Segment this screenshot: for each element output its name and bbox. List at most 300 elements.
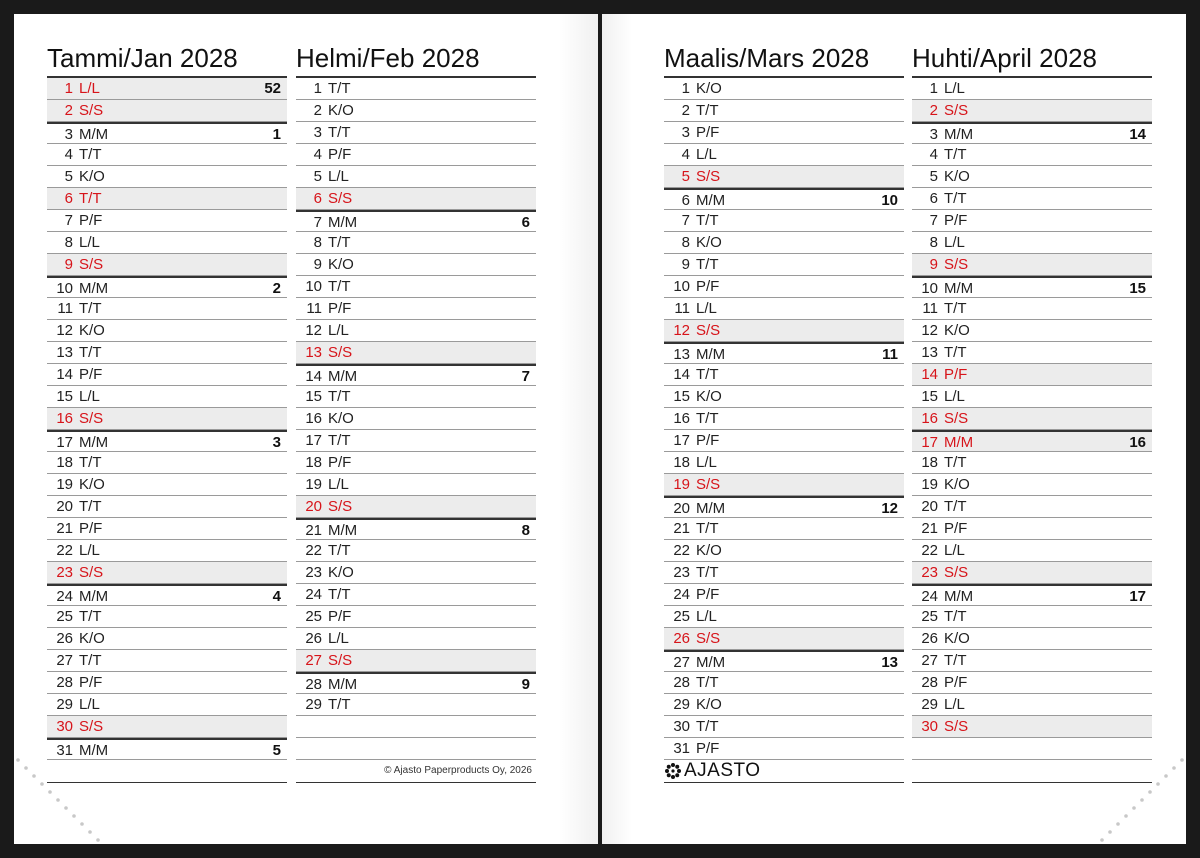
ajasto-star-icon [664, 762, 682, 780]
day-row [912, 144, 1152, 166]
weekday-name: M/M [79, 742, 109, 759]
day-row [47, 650, 287, 672]
weekday-name: S/S [944, 410, 969, 427]
day-row [296, 188, 536, 210]
weekday-name: K/O [696, 696, 722, 713]
day-number: 3 [313, 124, 322, 141]
day-list [912, 76, 1152, 783]
month-january [47, 40, 287, 783]
weekday-name: L/L [944, 696, 965, 713]
day-number: 20 [673, 500, 690, 517]
day-number: 6 [64, 190, 73, 207]
day-number: 18 [56, 454, 73, 471]
day-row [296, 474, 536, 496]
day-row [912, 518, 1152, 540]
day-row [664, 298, 904, 320]
day-number: 18 [921, 454, 938, 471]
day-row [296, 606, 536, 628]
day-number: 9 [64, 256, 73, 273]
day-row [664, 78, 904, 100]
day-row [47, 474, 287, 496]
weekday-name: L/L [79, 542, 100, 559]
weekday-name: S/S [79, 102, 104, 119]
blank-row [296, 760, 536, 782]
day-row [664, 452, 904, 474]
day-row [47, 342, 287, 364]
weekday-name: S/S [79, 564, 104, 581]
day-row [664, 100, 904, 122]
day-number: 17 [673, 432, 690, 449]
weekday-name: L/L [79, 388, 100, 405]
day-number: 4 [929, 146, 938, 163]
day-number: 24 [921, 588, 938, 605]
day-row [47, 694, 287, 716]
weekday-name: M/M [328, 522, 358, 539]
day-row [664, 738, 904, 760]
day-row [296, 320, 536, 342]
week-number: 8 [521, 522, 530, 539]
day-row [912, 342, 1152, 364]
day-row [912, 606, 1152, 628]
weekday-name: K/O [79, 168, 105, 185]
weekday-name: S/S [696, 168, 721, 185]
weekday-name: L/L [944, 80, 965, 97]
day-row [664, 276, 904, 298]
day-number: 27 [305, 652, 322, 669]
weekday-name: K/O [79, 322, 105, 339]
day-row [296, 628, 536, 650]
day-number: 25 [305, 608, 322, 625]
day-row [47, 430, 287, 452]
weekday-name: K/O [79, 630, 105, 647]
day-row [664, 122, 904, 144]
day-number: 7 [929, 212, 938, 229]
day-row [912, 298, 1152, 320]
day-row [664, 144, 904, 166]
day-number: 8 [681, 234, 690, 251]
day-number: 29 [305, 696, 322, 713]
day-row [296, 650, 536, 672]
week-number: 13 [881, 654, 898, 671]
day-row [296, 342, 536, 364]
day-number: 18 [305, 454, 322, 471]
day-number: 19 [673, 476, 690, 493]
day-row [47, 276, 287, 298]
day-number: 28 [673, 674, 690, 691]
day-row [912, 78, 1152, 100]
day-row [296, 144, 536, 166]
day-number: 17 [56, 434, 73, 451]
day-number: 30 [673, 718, 690, 735]
weekday-name: L/L [944, 542, 965, 559]
day-number: 9 [313, 256, 322, 273]
day-number: 2 [929, 102, 938, 119]
weekday-name: K/O [944, 630, 970, 647]
weekday-name: T/T [944, 190, 967, 207]
week-number: 16 [1129, 434, 1146, 451]
weekday-name: L/L [328, 476, 349, 493]
day-number: 28 [305, 676, 322, 693]
weekday-name: P/F [944, 366, 968, 383]
day-number: 19 [56, 476, 73, 493]
week-number: 10 [881, 192, 898, 209]
day-row [664, 386, 904, 408]
day-row [47, 408, 287, 430]
day-row [664, 584, 904, 606]
day-number: 16 [305, 410, 322, 427]
weekday-name: K/O [944, 476, 970, 493]
month-title: Tammi/Jan 2028 [47, 43, 238, 73]
day-row [912, 188, 1152, 210]
day-row [912, 650, 1152, 672]
day-number: 1 [64, 80, 73, 97]
day-number: 24 [56, 588, 73, 605]
day-number: 9 [681, 256, 690, 273]
day-number: 13 [921, 344, 938, 361]
weekday-name: K/O [944, 168, 970, 185]
blank-row [664, 760, 904, 782]
day-row [664, 474, 904, 496]
weekday-name: M/M [328, 214, 358, 231]
day-number: 4 [64, 146, 73, 163]
weekday-name: P/F [696, 740, 720, 757]
day-number: 15 [305, 388, 322, 405]
weekday-name: T/T [696, 520, 719, 537]
day-row [664, 716, 904, 738]
day-row [664, 254, 904, 276]
day-number: 3 [64, 126, 73, 143]
weekday-name: M/M [944, 280, 974, 297]
week-number: 17 [1129, 588, 1146, 605]
week-number: 4 [272, 588, 281, 605]
week-number: 1 [272, 126, 281, 143]
day-row [296, 276, 536, 298]
day-number: 12 [305, 322, 322, 339]
day-row [47, 364, 287, 386]
month-title: Huhti/April 2028 [912, 43, 1097, 73]
day-number: 26 [673, 630, 690, 647]
day-number: 8 [929, 234, 938, 251]
day-row [912, 408, 1152, 430]
day-row [47, 254, 287, 276]
weekday-name: P/F [944, 674, 968, 691]
day-row [47, 562, 287, 584]
day-row [664, 650, 904, 672]
day-row [47, 606, 287, 628]
weekday-name: S/S [79, 718, 104, 735]
week-number: 7 [521, 368, 530, 385]
weekday-name: S/S [944, 718, 969, 735]
weekday-name: M/M [79, 126, 109, 143]
weekday-name: L/L [328, 630, 349, 647]
day-row [47, 298, 287, 320]
day-number: 22 [305, 542, 322, 559]
weekday-name: S/S [79, 410, 104, 427]
day-number: 22 [921, 542, 938, 559]
day-row [912, 430, 1152, 452]
weekday-name: S/S [328, 498, 353, 515]
weekday-name: L/L [944, 234, 965, 251]
day-number: 3 [929, 126, 938, 143]
weekday-name: L/L [944, 388, 965, 405]
weekday-name: M/M [944, 126, 974, 143]
weekday-name: M/M [696, 654, 726, 671]
day-number: 4 [313, 146, 322, 163]
day-number: 26 [56, 630, 73, 647]
weekday-name: T/T [328, 586, 351, 603]
day-number: 11 [674, 300, 690, 317]
day-number: 15 [921, 388, 938, 405]
weekday-name: K/O [328, 102, 354, 119]
week-number: 12 [881, 500, 898, 517]
day-number: 5 [313, 168, 322, 185]
day-number: 1 [681, 80, 690, 97]
day-number: 17 [921, 434, 938, 451]
weekday-name: T/T [696, 212, 719, 229]
weekday-name: P/F [328, 608, 352, 625]
day-number: 8 [64, 234, 73, 251]
month-april [912, 40, 1152, 783]
weekday-name: S/S [79, 256, 104, 273]
day-row [912, 166, 1152, 188]
weekday-name: P/F [79, 366, 103, 383]
day-number: 12 [56, 322, 73, 339]
spine-shadow [602, 14, 632, 844]
weekday-name: T/T [328, 80, 351, 97]
day-number: 29 [56, 696, 73, 713]
day-number: 15 [673, 388, 690, 405]
day-number: 6 [929, 190, 938, 207]
weekday-name: M/M [79, 588, 109, 605]
day-number: 5 [681, 168, 690, 185]
day-row [664, 628, 904, 650]
day-row [296, 210, 536, 232]
weekday-name: L/L [696, 608, 717, 625]
weekday-name: T/T [944, 652, 967, 669]
day-number: 8 [313, 234, 322, 251]
week-number: 14 [1129, 126, 1146, 143]
day-number: 26 [305, 630, 322, 647]
day-row [664, 320, 904, 342]
day-row [47, 100, 287, 122]
logo-text: AJASTO [684, 760, 761, 781]
day-row [912, 320, 1152, 342]
day-number: 28 [921, 674, 938, 691]
day-number: 2 [681, 102, 690, 119]
weekday-name: P/F [79, 674, 103, 691]
weekday-name: T/T [79, 190, 102, 207]
day-number: 14 [921, 366, 938, 383]
day-number: 7 [681, 212, 690, 229]
weekday-name: K/O [696, 542, 722, 559]
day-number: 20 [56, 498, 73, 515]
weekday-name: L/L [696, 454, 717, 471]
weekday-name: T/T [696, 718, 719, 735]
weekday-name: K/O [79, 476, 105, 493]
right-page [602, 14, 1186, 844]
day-row [664, 694, 904, 716]
day-number: 6 [313, 190, 322, 207]
day-number: 24 [673, 586, 690, 603]
day-row [296, 364, 536, 386]
weekday-name: T/T [79, 608, 102, 625]
day-number: 14 [56, 366, 73, 383]
week-number: 5 [272, 742, 281, 759]
day-number: 10 [305, 278, 322, 295]
day-number: 20 [305, 498, 322, 515]
weekday-name: S/S [328, 344, 353, 361]
day-number: 21 [921, 520, 938, 537]
day-row [912, 716, 1152, 738]
weekday-name: T/T [696, 674, 719, 691]
day-row [664, 210, 904, 232]
day-row [912, 474, 1152, 496]
weekday-name: T/T [944, 146, 967, 163]
weekday-name: L/L [696, 146, 717, 163]
weekday-name: S/S [944, 102, 969, 119]
day-number: 10 [56, 280, 73, 297]
week-number: 15 [1129, 280, 1146, 297]
weekday-name: T/T [328, 124, 351, 141]
day-row [296, 408, 536, 430]
day-row [47, 716, 287, 738]
weekday-name: T/T [328, 432, 351, 449]
weekday-name: M/M [328, 676, 358, 693]
day-row [664, 606, 904, 628]
weekday-name: M/M [696, 500, 726, 517]
day-row [912, 100, 1152, 122]
day-number: 30 [921, 718, 938, 735]
weekday-name: K/O [328, 256, 354, 273]
day-row [47, 540, 287, 562]
blank-row [296, 738, 536, 760]
weekday-name: P/F [79, 520, 103, 537]
weekday-name: P/F [944, 212, 968, 229]
day-number: 11 [57, 300, 73, 317]
weekday-name: S/S [328, 190, 353, 207]
week-number: 11 [882, 346, 898, 363]
day-row [664, 672, 904, 694]
weekday-name: L/L [79, 696, 100, 713]
day-row [912, 386, 1152, 408]
day-number: 10 [921, 280, 938, 297]
day-number: 23 [56, 564, 73, 581]
day-number: 12 [673, 322, 690, 339]
day-row [912, 452, 1152, 474]
weekday-name: K/O [696, 80, 722, 97]
day-row [912, 276, 1152, 298]
day-number: 1 [313, 80, 322, 97]
day-row [664, 430, 904, 452]
weekday-name: S/S [696, 630, 721, 647]
weekday-name: T/T [79, 300, 102, 317]
weekday-name: T/T [328, 542, 351, 559]
weekday-name: L/L [328, 168, 349, 185]
weekday-name: K/O [328, 564, 354, 581]
weekday-name: P/F [328, 146, 352, 163]
day-number: 6 [681, 192, 690, 209]
day-row [296, 672, 536, 694]
day-number: 3 [681, 124, 690, 141]
day-number: 21 [56, 520, 73, 537]
day-number: 11 [306, 300, 322, 317]
weekday-name: K/O [328, 410, 354, 427]
day-number: 7 [64, 212, 73, 229]
day-number: 16 [56, 410, 73, 427]
weekday-name: L/L [328, 322, 349, 339]
month-title: Maalis/Mars 2028 [664, 43, 870, 73]
day-row [296, 100, 536, 122]
day-number: 20 [921, 498, 938, 515]
weekday-name: T/T [696, 102, 719, 119]
day-row [47, 518, 287, 540]
day-number: 7 [313, 214, 322, 231]
day-number: 26 [921, 630, 938, 647]
weekday-name: T/T [944, 300, 967, 317]
day-row [664, 408, 904, 430]
weekday-name: M/M [696, 346, 726, 363]
day-number: 5 [929, 168, 938, 185]
day-number: 31 [56, 742, 73, 759]
day-number: 19 [305, 476, 322, 493]
weekday-name: M/M [696, 192, 726, 209]
weekday-name: P/F [696, 278, 720, 295]
day-row [47, 122, 287, 144]
day-number: 25 [673, 608, 690, 625]
day-number: 23 [305, 564, 322, 581]
weekday-name: T/T [79, 344, 102, 361]
weekday-name: T/T [696, 410, 719, 427]
day-row [912, 672, 1152, 694]
left-page [14, 14, 598, 844]
ajasto-logo [664, 760, 761, 782]
month-march [664, 40, 904, 783]
day-number: 16 [921, 410, 938, 427]
day-row [47, 386, 287, 408]
day-row [664, 232, 904, 254]
day-number: 29 [673, 696, 690, 713]
day-row [47, 78, 287, 100]
day-list [296, 76, 536, 783]
day-number: 22 [56, 542, 73, 559]
weekday-name: P/F [328, 300, 352, 317]
day-row [47, 166, 287, 188]
corner-dots-decoration [14, 754, 104, 844]
day-number: 22 [673, 542, 690, 559]
day-number: 23 [921, 564, 938, 581]
day-row [296, 584, 536, 606]
weekday-name: L/L [79, 80, 100, 97]
month-february [296, 40, 536, 783]
day-row [664, 518, 904, 540]
day-number: 9 [929, 256, 938, 273]
week-number: 3 [272, 434, 281, 451]
day-row [912, 562, 1152, 584]
weekday-name: T/T [79, 454, 102, 471]
day-row [664, 496, 904, 518]
weekday-name: M/M [944, 434, 974, 451]
day-row [47, 188, 287, 210]
day-row [664, 166, 904, 188]
weekday-name: T/T [328, 388, 351, 405]
day-number: 29 [921, 696, 938, 713]
weekday-name: S/S [944, 564, 969, 581]
weekday-name: S/S [696, 322, 721, 339]
day-number: 17 [305, 432, 322, 449]
day-number: 31 [673, 740, 690, 757]
day-row [296, 518, 536, 540]
day-number: 2 [64, 102, 73, 119]
